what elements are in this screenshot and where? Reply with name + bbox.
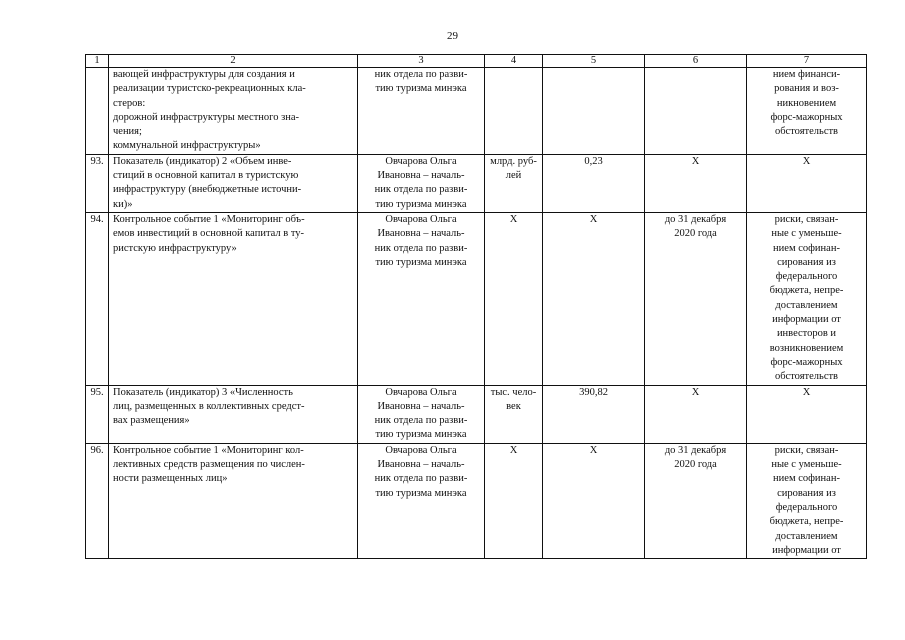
cell-line: ные с уменьше- <box>771 459 842 471</box>
responsible-cell <box>358 212 485 385</box>
cell-line: 2020 года <box>674 228 717 240</box>
cell-line: Ивановна – началь- <box>377 400 465 412</box>
description-cell <box>109 154 358 212</box>
cell-line: Контрольное событие 1 «Мониторинг объ- <box>113 213 305 225</box>
cell-line: нием софинан- <box>773 242 840 254</box>
cell-line: X <box>802 386 811 398</box>
cell-line: доставлением <box>775 530 838 542</box>
cell-line: Ивановна – началь- <box>377 228 465 240</box>
cell-line: инфраструктуру (внебюджетные источни- <box>113 184 302 196</box>
cell-line: вающей инфраструктуры для создания и <box>113 69 295 80</box>
risks-cell <box>747 385 867 443</box>
cell-line: тию туризма минэка <box>375 83 467 95</box>
table-row <box>86 68 867 155</box>
deadline-cell <box>645 154 747 212</box>
cell-line: сирования из <box>777 256 836 268</box>
cell-line: X <box>509 213 518 225</box>
cell-line: вах размещения» <box>113 415 190 427</box>
cell-line: ристскую инфраструктуру» <box>113 242 237 254</box>
cell-line: информации от <box>772 314 841 326</box>
cell-line: 2020 года <box>674 459 717 471</box>
cell-line: Ивановна – началь- <box>377 170 465 182</box>
cell-line: Показатель (индикатор) 2 «Объем инве- <box>113 155 292 167</box>
table-row <box>86 154 867 212</box>
page-number: 29 <box>447 30 458 42</box>
responsible-cell <box>358 443 485 558</box>
cell-line: лей <box>505 170 522 182</box>
cell-line: лективных средств размещения по числен- <box>113 459 305 471</box>
cell-line: X <box>509 444 518 456</box>
cell-line: ник отдела по разви- <box>374 242 468 254</box>
cell-line: ки)» <box>113 198 133 210</box>
row-number-cell: 93. <box>86 154 109 212</box>
row-number-cell: 96. <box>86 443 109 558</box>
cell-line: тию туризма минэка <box>375 487 467 499</box>
header-cell: 2 <box>109 55 358 68</box>
description-cell <box>109 385 358 443</box>
cell-line: возникновением <box>769 342 844 354</box>
row-number-cell: 95. <box>86 385 109 443</box>
value-cell <box>543 68 645 155</box>
value-cell: X <box>543 212 645 385</box>
cell-line: ник отдела по разви- <box>374 415 468 427</box>
unit-cell <box>485 68 543 155</box>
cell-line: инвесторов и <box>776 328 837 340</box>
table-row <box>86 385 867 443</box>
plan-table <box>85 54 867 559</box>
cell-line: тию туризма минэка <box>375 256 467 268</box>
cell-line: до 31 декабря <box>664 213 727 225</box>
cell-line: никновением <box>776 97 837 109</box>
cell-line: форс-мажорных <box>770 356 843 368</box>
table-row <box>86 212 867 385</box>
risks-cell <box>747 443 867 558</box>
deadline-cell <box>645 385 747 443</box>
value-cell: 0,23 <box>543 154 645 212</box>
cell-line: обстоятельств <box>774 126 839 138</box>
responsible-cell <box>358 385 485 443</box>
risks-cell <box>747 212 867 385</box>
cell-line: коммунальной инфраструктуры» <box>113 140 261 152</box>
responsible-cell <box>358 154 485 212</box>
cell-line: ник отдела по разви- <box>374 69 468 80</box>
cell-line: стеров: <box>113 97 146 109</box>
unit-cell <box>485 154 543 212</box>
cell-line: информации от <box>772 544 841 556</box>
cell-line: X <box>691 155 700 167</box>
responsible-cell <box>358 68 485 155</box>
deadline-cell <box>645 443 747 558</box>
deadline-cell <box>645 212 747 385</box>
cell-line: стиций в основной капитал в туристскую <box>113 170 299 182</box>
cell-line: федерального <box>775 501 838 513</box>
cell-line: федерального <box>775 271 838 283</box>
value-cell: X <box>543 443 645 558</box>
cell-line: риски, связан- <box>774 444 839 456</box>
table-row <box>86 443 867 558</box>
header-cell: 1 <box>86 55 109 68</box>
row-number-cell: 94. <box>86 212 109 385</box>
cell-line: емов инвестиций в основной капитал в ту- <box>113 228 305 240</box>
value-cell: 390,82 <box>543 385 645 443</box>
deadline-cell <box>645 68 747 155</box>
cell-line: Показатель (индикатор) 3 «Численность <box>113 386 293 398</box>
cell-line: Овчарова Ольга <box>385 386 457 398</box>
cell-line: Контрольное событие 1 «Мониторинг кол- <box>113 444 304 456</box>
cell-line: до 31 декабря <box>664 444 727 456</box>
cell-line: X <box>802 155 811 167</box>
cell-line: лиц, размещенных в коллективных средст- <box>113 400 305 412</box>
cell-line: нием финанси- <box>772 69 841 80</box>
cell-line: ник отдела по разви- <box>374 184 468 196</box>
cell-line: дорожной инфраструктуры местного зна- <box>113 111 300 123</box>
cell-line: млрд. руб- <box>490 155 537 167</box>
unit-cell <box>485 385 543 443</box>
row-number-cell <box>86 68 109 155</box>
cell-line: доставлением <box>775 299 838 311</box>
header-cell: 5 <box>543 55 645 68</box>
description-cell <box>109 443 358 558</box>
cell-line: Овчарова Ольга <box>385 155 457 167</box>
cell-line: бюджета, непре- <box>769 516 844 528</box>
header-cell: 3 <box>358 55 485 68</box>
description-cell <box>109 212 358 385</box>
cell-line: Ивановна – началь- <box>377 459 465 471</box>
cell-line: век <box>506 400 521 412</box>
cell-line: сирования из <box>777 487 836 499</box>
cell-line: обстоятельств <box>774 371 839 383</box>
cell-line: нием софинан- <box>773 473 840 485</box>
unit-cell <box>485 212 543 385</box>
unit-cell <box>485 443 543 558</box>
cell-line: тию туризма минэка <box>375 198 467 210</box>
description-cell <box>109 68 358 155</box>
cell-line: тию туризма минэка <box>375 429 467 441</box>
cell-line: Овчарова Ольга <box>385 444 457 456</box>
cell-line: рования и воз- <box>774 83 839 95</box>
cell-line: X <box>691 386 700 398</box>
cell-line: бюджета, непре- <box>769 285 844 297</box>
cell-line: риски, связан- <box>774 213 839 225</box>
header-row <box>86 55 867 68</box>
header-cell: 7 <box>747 55 867 68</box>
cell-line: Овчарова Ольга <box>385 213 457 225</box>
cell-line: реализации туристско-рекреационных кла- <box>113 83 306 95</box>
header-cell: 4 <box>485 55 543 68</box>
cell-line: ник отдела по разви- <box>374 473 468 485</box>
cell-line: ности размещенных лиц» <box>113 473 228 485</box>
risks-cell <box>747 154 867 212</box>
cell-line: ные с уменьше- <box>771 228 842 240</box>
cell-line: чения; <box>113 126 142 138</box>
header-cell: 6 <box>645 55 747 68</box>
cell-line: форс-мажорных <box>770 111 843 123</box>
cell-line: тыс. чело- <box>490 386 537 398</box>
risks-cell <box>747 68 867 155</box>
